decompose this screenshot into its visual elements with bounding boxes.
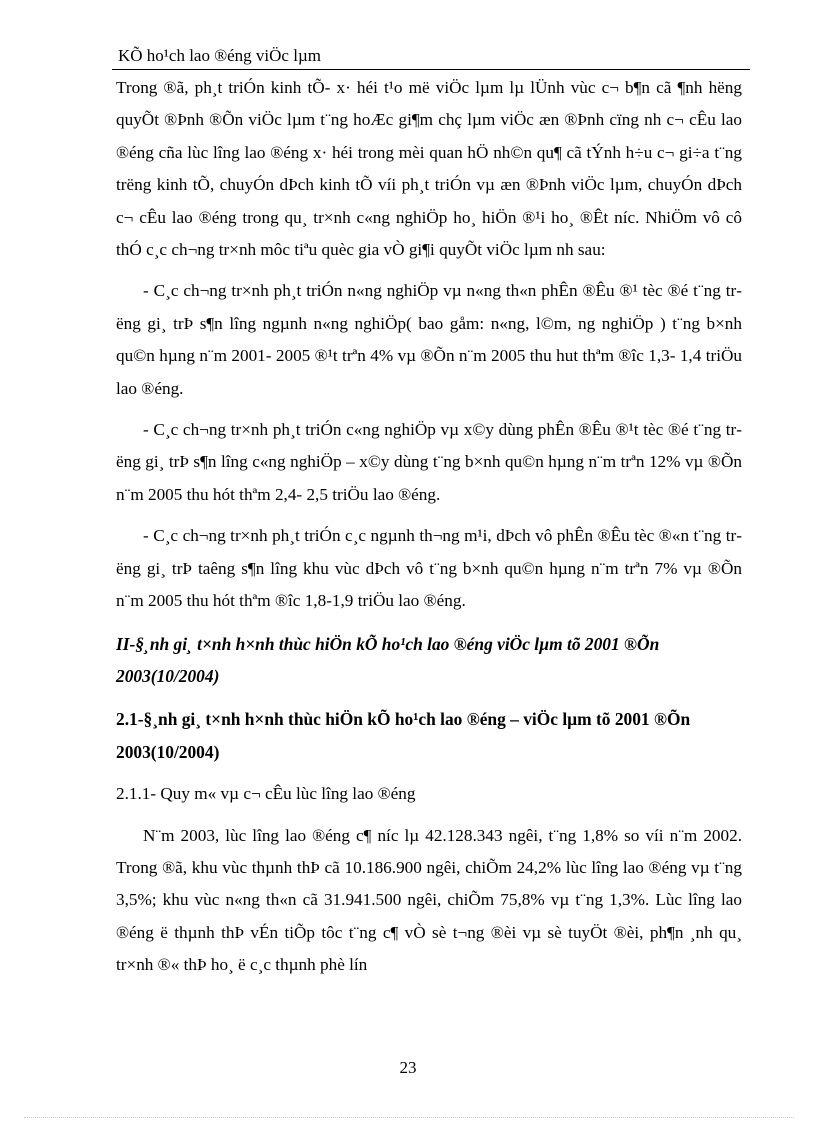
bullet-services: - C¸c ch¬ng tr×nh ph¸t triÓn c¸c ngµnh th¬ng m¹i, dÞch vô phÊn ®Êu tèc ®«n t¨ng trëng gi¸ trÞ taêng s¶n lîng khu vùc dÞch vô t¨ng b×nh qu©n hµng n¨m trªn 7% vµ ®Õn n¨m 2005 thu hót thªm ®îc 1,8-1,9 triÖu lao ®éng.	[116, 526, 742, 611]
closing-paragraph: N¨m 2003, lùc lîng lao ®éng c¶ níc lµ 42.128.343 ngêi, t¨ng 1,8% so víi n¨m 2002. Trong ®ã, khu vùc thµnh thÞ cã 10.186.900 ngêi, chiÕm 24,2% lùc lîng lao ®éng vµ t¨ng 3,5%; khu vùc n«ng th«n cã 31.941.500 ngêi, chiÕm 75,8% vµ t¨ng 1,3%. Lùc lîng lao ®éng ë thµnh thÞ vÉn tiÕp tôc t¨ng c¶ vÒ sè t¬ng ®èi vµ sè tuyÖt ®èi, ph¶n ¸nh qu¸ tr×nh ®« thÞ ho¸ ë c¸c thµnh phè lín	[116, 825, 742, 975]
bullet-agriculture: - C¸c ch¬ng tr×nh ph¸t triÓn n«ng nghiÖp vµ n«ng th«n phÊn ®Êu ®¹ tèc ®é t¨ng trëng gi¸ trÞ s¶n lîng ngµnh n«ng nghiÖp( bao gåm: n«ng, l©m, ng nghiÖp ) t¨ng b×nh qu©n hµng n¨m 2001- 2005 ®¹t trªn 4% vµ ®Õn n¨m 2005 thu hut thªm ®îc 1,3- 1,4 triÖu lao ®éng.	[116, 281, 742, 398]
subsubsection-heading: 2.1.1- Quy m« vµ c¬ cÊu lùc lîng lao ®éng	[116, 784, 416, 804]
subsection-heading: 2.1-§¸nh gi¸ t×nh h×nh thùc hiÖn kÕ ho¹ch lao ®éng – viÖc lµm tõ 2001 ®Õn 2003(10/2004)	[116, 709, 691, 762]
section-heading: II-§¸nh gi¸ t×nh h×nh thùc hiÖn kÕ ho¹ch lao ®éng viÖc lµm tõ 2001 ®Õn 2003(10/2004)	[116, 633, 660, 686]
footer-rule	[24, 1117, 794, 1118]
header-rule	[112, 69, 750, 70]
body-text	[116, 72, 742, 982]
page-number: 23	[399, 1058, 417, 1077]
intro-paragraph: Trong ®ã, ph¸t triÓn kinh tÕ- x· héi t¹o më viÖc lµm lµ lÜnh vùc c¬ b¶n cã ¶nh hëng quyÕt ®Þnh ®Õn viÖc lµm t¨ng hoÆc gi¶m chç lµm viÖc æn ®Þnh cïng nh c¬ cÊu lao ®éng cña lùc lîng lao ®éng x· héi trong mèi quan hÖ nh©n qu¶ cã tÝnh h÷u c¬ gi÷a t¨ng trëng kinh tÕ, chuyÓn dÞch kinh tÕ víi ph¸t triÓn vµ æn ®Þnh viÖc lµm, chuyÓn dÞch c¬ cÊu lao ®éng trong qu¸ tr×nh c«ng nghiÖp ho¸ hiÖn ®¹i ho¸ ®Êt níc. NhiÖm vô cô thÓ c¸c ch¬ng tr×nh môc tiªu quèc gia vÒ gi¶i quyÕt viÖc lµm nh sau:	[116, 78, 742, 260]
bullet-industry: - C¸c ch¬ng tr×nh ph¸t triÓn c«ng nghiÖp vµ x©y dùng phÊn ®Êu ®¹t tèc ®é t¨ng trëng gi¸ trÞ s¶n lîng c«ng nghiÖp – x©y dùng t¨ng b×nh qu©n hµng n¨m trªn 12% vµ ®Õn n¨m 2005 thu hót thªm 2,4- 2,5 triÖu lao ®éng.	[116, 420, 742, 504]
running-header: KÕ ho¹ch lao ®éng viÖc lµm	[118, 46, 321, 65]
